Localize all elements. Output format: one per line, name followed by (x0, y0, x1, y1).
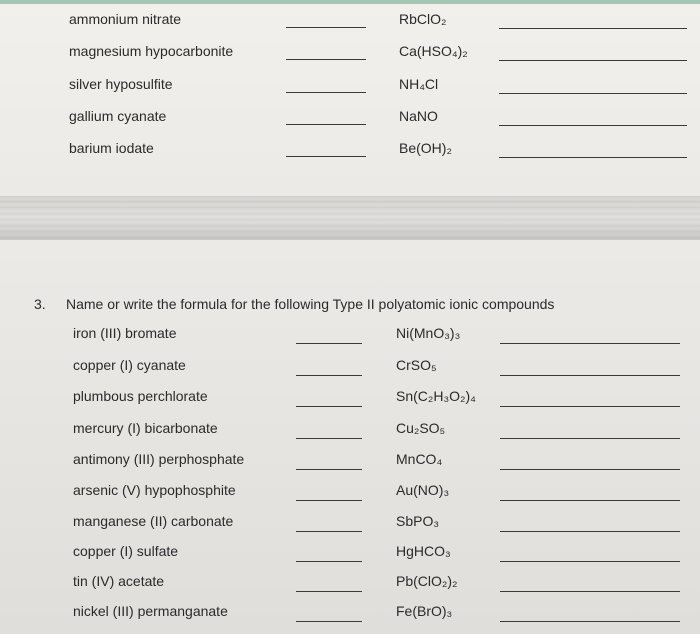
name-answer-line[interactable] (286, 124, 366, 125)
compound-formula: Sn(C₂H₃O₂)₄ (396, 388, 476, 404)
compound-formula: Be(OH)₂ (399, 140, 452, 156)
name-answer-line[interactable] (286, 92, 366, 93)
list-item (0, 43, 700, 67)
compound-formula: SbPO₃ (396, 513, 440, 529)
list-item (0, 420, 700, 444)
formula-answer-line[interactable] (500, 375, 680, 376)
compound-name: gallium cyanate (69, 108, 167, 124)
compound-formula: Au(NO)₃ (396, 482, 450, 498)
list-item (0, 573, 700, 597)
formula-answer-line[interactable] (499, 28, 687, 29)
formula-answer-line[interactable] (500, 531, 680, 532)
compound-formula: MnCO₄ (396, 451, 443, 467)
name-answer-line[interactable] (296, 621, 362, 622)
compound-name: silver hyposulfite (69, 76, 173, 92)
formula-answer-line[interactable] (499, 125, 687, 126)
compound-name: barium iodate (69, 140, 154, 156)
list-item (0, 140, 700, 164)
list-item (0, 603, 700, 627)
compound-name: copper (I) sulfate (73, 543, 179, 559)
formula-answer-line[interactable] (500, 406, 680, 407)
paper-fold (0, 196, 700, 240)
formula-answer-line[interactable] (499, 157, 687, 158)
compound-formula: CrSO₅ (396, 357, 437, 373)
compound-name: arsenic (V) hypophosphite (73, 482, 236, 498)
name-answer-line[interactable] (296, 500, 362, 501)
compound-formula: Ni(MnO₃)₃ (396, 325, 461, 341)
compound-name: ammonium nitrate (69, 11, 182, 27)
name-answer-line[interactable] (296, 469, 362, 470)
formula-answer-line[interactable] (500, 561, 680, 562)
compound-name: copper (I) cyanate (73, 357, 186, 373)
compound-formula: NaNO (399, 108, 438, 124)
page-top-edge (0, 0, 700, 4)
name-answer-line[interactable] (296, 406, 362, 407)
formula-answer-line[interactable] (500, 438, 680, 439)
formula-answer-line[interactable] (500, 343, 680, 344)
compound-formula: RbClO₂ (399, 11, 447, 27)
compound-name: iron (III) bromate (73, 325, 177, 341)
name-answer-line[interactable] (286, 59, 366, 60)
list-item (0, 357, 700, 381)
compound-name: antimony (III) perphosphate (73, 451, 245, 467)
compound-name: tin (IV) acetate (73, 573, 165, 589)
compound-formula: Cu₂SO₅ (396, 420, 446, 436)
formula-answer-line[interactable] (500, 621, 680, 622)
compound-name: plumbous perchlorate (73, 388, 208, 404)
list-item (0, 11, 700, 35)
compound-formula: Ca(HSO₄)₂ (399, 43, 468, 59)
question-number: 3. (34, 296, 46, 312)
list-item (0, 108, 700, 132)
compound-name: nickel (III) permanganate (73, 603, 228, 619)
list-item (0, 543, 700, 567)
compound-name: mercury (I) bicarbonate (73, 420, 218, 436)
list-item (0, 388, 700, 412)
list-item (0, 451, 700, 475)
name-answer-line[interactable] (296, 438, 362, 439)
compound-formula: Fe(BrO)₃ (396, 603, 453, 619)
list-item (0, 482, 700, 506)
name-answer-line[interactable] (286, 27, 366, 28)
formula-answer-line[interactable] (500, 591, 680, 592)
compound-name: manganese (II) carbonate (73, 513, 234, 529)
name-answer-line[interactable] (296, 591, 362, 592)
formula-answer-line[interactable] (499, 60, 687, 61)
compound-formula: HgHCO₃ (396, 543, 451, 559)
list-item (0, 325, 700, 349)
list-item (0, 513, 700, 537)
formula-answer-line[interactable] (500, 500, 680, 501)
formula-answer-line[interactable] (500, 469, 680, 470)
name-answer-line[interactable] (296, 561, 362, 562)
formula-answer-line[interactable] (499, 93, 687, 94)
compound-formula: Pb(ClO₂)₂ (396, 573, 458, 589)
question-prompt: Name or write the formula for the following Type II polyatomic ionic compounds (66, 296, 555, 312)
name-answer-line[interactable] (296, 531, 362, 532)
name-answer-line[interactable] (296, 375, 362, 376)
compound-formula: NH₄Cl (399, 76, 439, 92)
name-answer-line[interactable] (296, 343, 362, 344)
compound-name: magnesium hypocarbonite (69, 43, 234, 59)
name-answer-line[interactable] (286, 156, 366, 157)
list-item (0, 76, 700, 100)
worksheet-upper-section (0, 0, 700, 196)
